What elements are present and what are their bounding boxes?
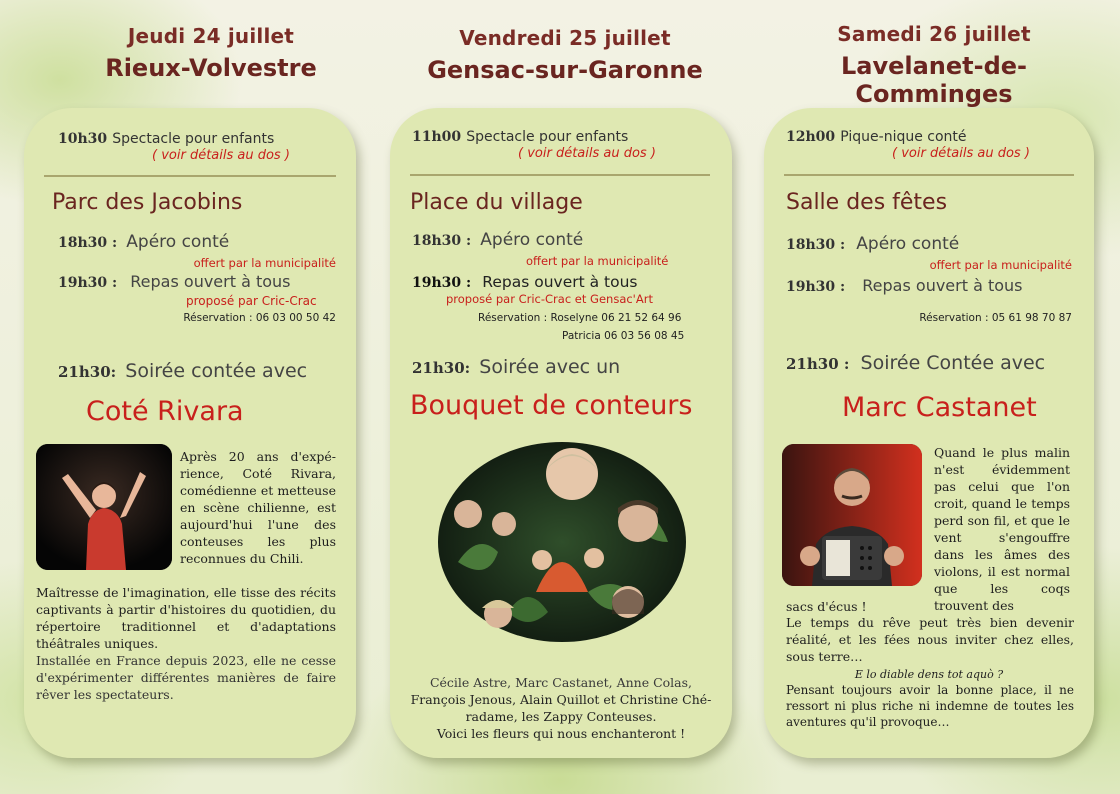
meal-note: proposé par Cric-Crac et Gensac'Art (446, 292, 653, 306)
bio-full: Le temps du rêve peut très bien devenir réalité, et les fées nous inviter chez elles, sous terre… (786, 615, 1074, 664)
meal-label: Repas ouvert à tous (482, 273, 638, 291)
venue-title: Place du village (410, 190, 583, 215)
evening-time: 21h30 : (786, 355, 850, 373)
panel-day-1 (24, 108, 356, 758)
credits-line-1: Cécile Astre, Marc Castanet, Anne Colas, (429, 675, 693, 690)
bio-side: Après 20 ans d'expé-rience, Coté Rivara, comédienne et metteuse en scène chilienne, est aujourd'hui l'une des conteuses les plus reconnues du Chili. (180, 449, 336, 566)
reservation: Réservation : 05 61 98 70 87 (919, 312, 1072, 324)
venue-title: Salle des fêtes (786, 190, 948, 215)
morning-label: Spectacle pour enfants (112, 131, 275, 147)
panel-day-3 (764, 108, 1094, 758)
header-day-3 (764, 22, 1104, 122)
morning-label: Pique-nique conté (840, 129, 967, 145)
quote: E lo diable dens tot aquò ? (854, 668, 1004, 681)
performer-name: Bouquet de conteurs (410, 390, 693, 421)
date-label: Samedi 26 juillet (837, 22, 1031, 46)
details-link: ( voir détails au dos ) (518, 146, 656, 161)
performer-name: Marc Castanet (842, 392, 1037, 423)
credits-line-2: François Jenous, Alain Quillot et Christine Ché- (410, 692, 712, 707)
apero-note: offert par la municipalité (193, 256, 336, 270)
panel-day-2 (390, 108, 732, 758)
storytellers-photo (438, 442, 686, 642)
evening-label: Soirée Contée avec (860, 352, 1046, 374)
reservation: Réservation : Roselyne 06 21 52 64 96 (478, 312, 682, 324)
meal-label: Repas ouvert à tous (862, 276, 1023, 295)
credits-line-3: radame, les Zappy Conteuses. (465, 709, 657, 724)
town-label: Gensac-sur-Garonne (427, 56, 703, 84)
performer-name: Coté Rivara (86, 396, 244, 427)
date-label: Vendredi 25 juillet (459, 26, 671, 50)
apero-label: Apéro conté (856, 234, 960, 254)
meal-time: 19h30 : (58, 275, 118, 291)
details-link: ( voir détails au dos ) (152, 148, 290, 163)
morning-time: 10h30 (58, 131, 108, 147)
meal-time: 19h30 : (786, 279, 846, 295)
credits-line-4: Voici les fleurs qui nous enchanteront ! (436, 726, 686, 741)
apero-time: 18h30 : (412, 233, 472, 249)
divider (410, 174, 710, 176)
date-label: Jeudi 24 juillet (127, 24, 295, 48)
reservation-2: Patricia 06 03 56 08 45 (562, 330, 685, 342)
bio-end: Installée en France depuis 2023, elle ne cesse d'expérimenter différentes manières de faire rêver les spectateurs. (36, 653, 336, 702)
apero-note: offert par la municipalité (526, 254, 669, 268)
apero-time: 18h30 : (786, 237, 846, 253)
divider (44, 175, 336, 177)
apero-label: Apéro conté (126, 232, 230, 252)
morning-label: Spectacle pour enfants (466, 129, 629, 145)
meal-time: 19h30 : (412, 275, 472, 291)
evening-label: Soirée contée avec (125, 360, 308, 382)
apero-label: Apéro conté (480, 230, 584, 250)
bio-side: Quand le plus malin n'est évidemment pas celui que l'on croit, quand le temps perd son fil, et que le vent s'engouffre dans les âmes des violons, il est normal que les coqs trouvent des (934, 445, 1070, 613)
apero-note: offert par la municipalité (929, 258, 1072, 272)
divider (784, 174, 1074, 176)
bio-end: Pensant toujours avoir la bonne place, il ne ressort ni plus riche ni indemne de toutes les aventures qu'il provoque… (786, 683, 1074, 729)
reservation: Réservation : 06 03 00 50 42 (183, 312, 336, 324)
evening-label: Soirée avec un (479, 356, 621, 378)
evening-time: 21h30: (412, 359, 471, 377)
performer-photo (782, 444, 922, 586)
meal-label: Repas ouvert à tous (130, 272, 291, 291)
town-label: Lavelanet-de-Comminges (840, 52, 1028, 108)
apero-time: 18h30 : (58, 235, 118, 251)
bio-cont: sacs d'écus ! (786, 599, 867, 614)
performer-photo (36, 444, 172, 570)
town-label: Rieux-Volvestre (105, 54, 317, 82)
morning-time: 12h00 (786, 129, 836, 145)
meal-note: proposé par Cric-Crac (186, 294, 317, 308)
morning-time: 11h00 (412, 129, 462, 145)
evening-time: 21h30: (58, 363, 117, 381)
bio-full: Maîtresse de l'imagination, elle tisse des récits captivants à partir d'histoires du quotidien, du répertoire traditionnel et d'adaptations théâtrales uniques. (36, 585, 336, 651)
venue-title: Parc des Jacobins (52, 190, 243, 215)
details-link: ( voir détails au dos ) (892, 146, 1030, 161)
